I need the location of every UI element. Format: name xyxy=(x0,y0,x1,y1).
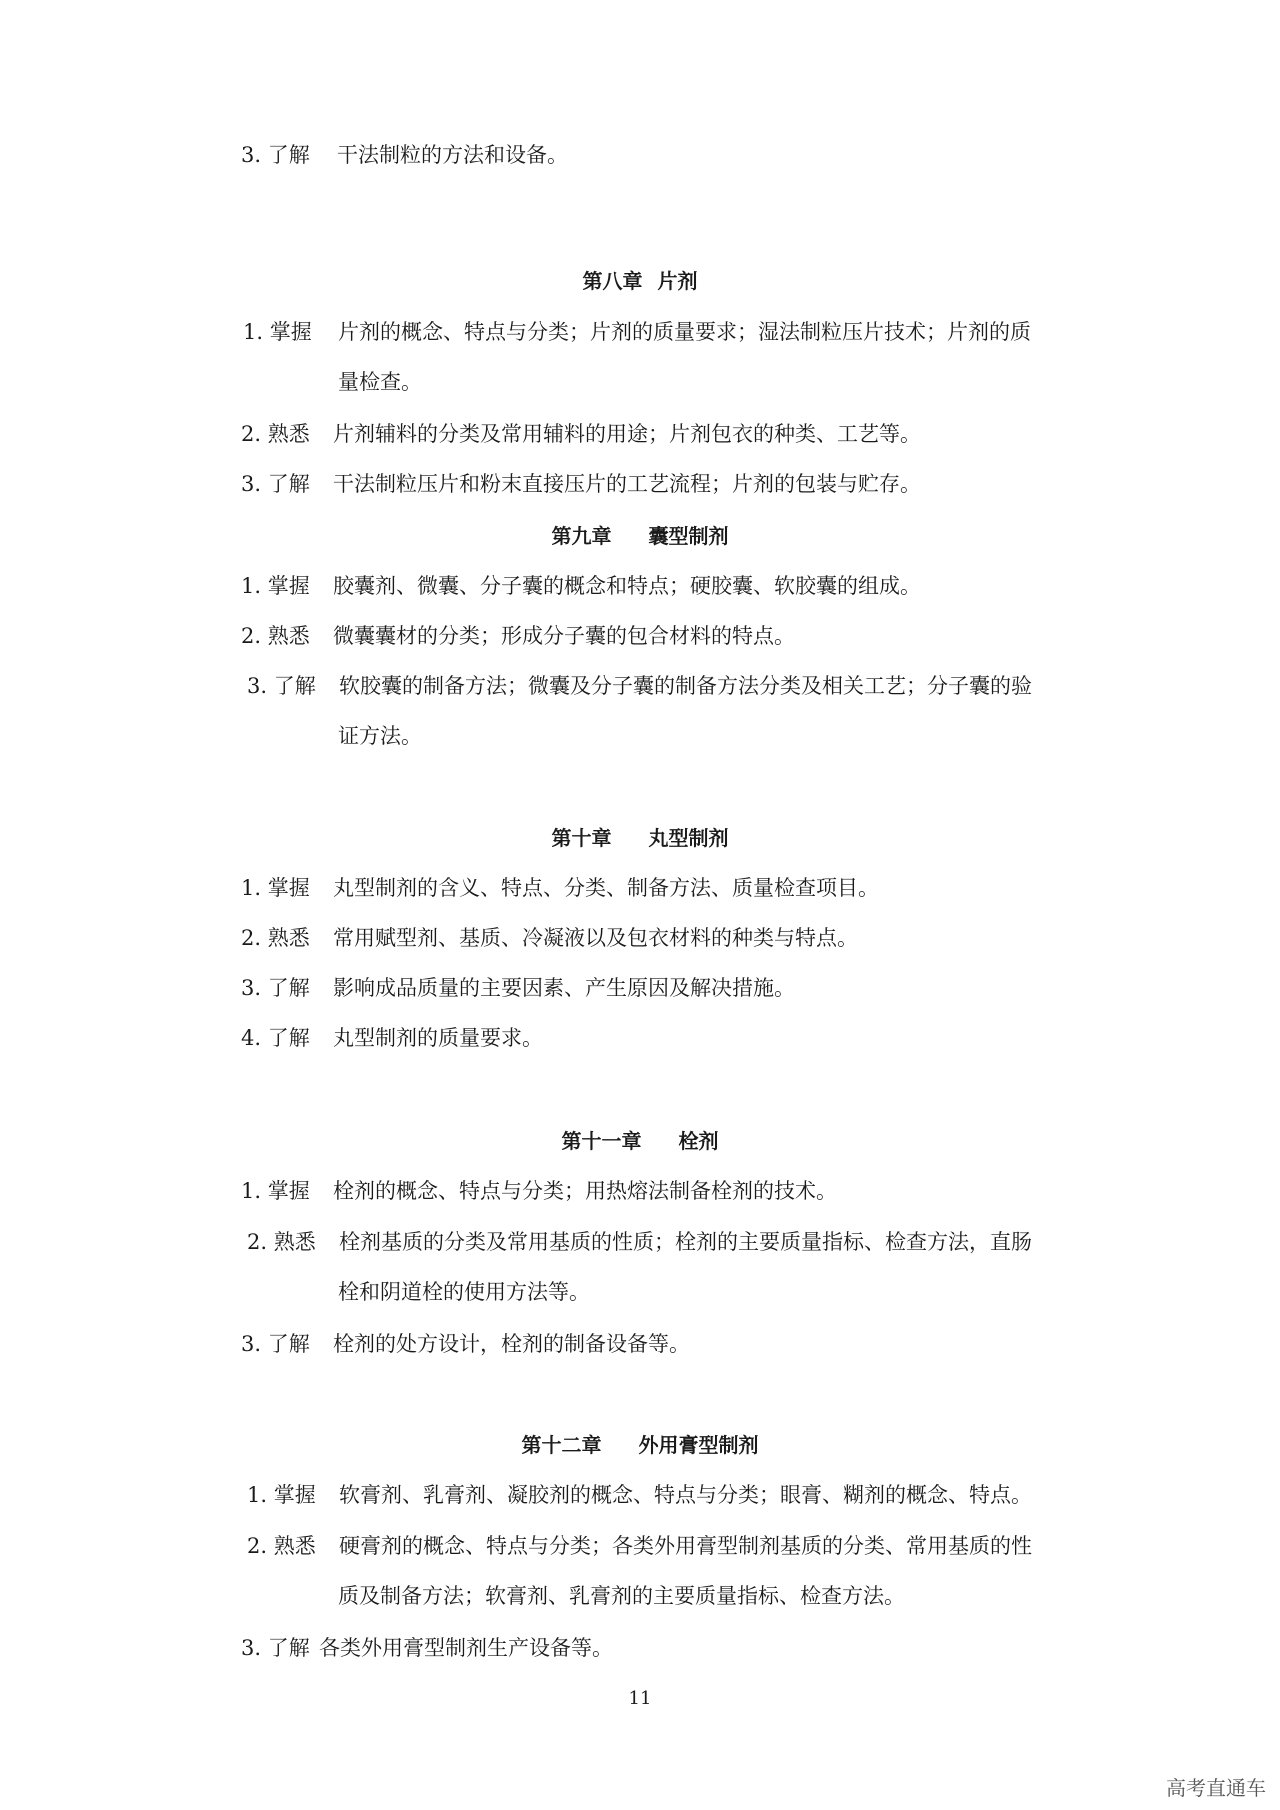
item-text: 软胶囊的制备方法；微囊及分子囊的制备方法分类及相关工艺；分子囊的验 xyxy=(339,674,1032,698)
chapter-title: 囊型制剂 xyxy=(648,524,729,548)
item-text: 微囊囊材的分类；形成分子囊的包合材料的特点。 xyxy=(333,624,795,648)
ch9-item-2 xyxy=(241,622,795,650)
item-text: 片剂的概念、特点与分类；片剂的质量要求；湿法制粒压片技术；片剂的质 xyxy=(338,320,1031,344)
item-text: 软膏剂、乳膏剂、凝胶剂的概念、特点与分类；眼膏、糊剂的概念、特点。 xyxy=(339,1483,1032,1507)
ch10-item-1 xyxy=(241,874,879,902)
item-text: 栓剂基质的分类及常用基质的性质；栓剂的主要质量指标、检查方法，直肠 xyxy=(339,1230,1032,1254)
item-label: 1. 掌握 xyxy=(247,1483,316,1507)
ch8-item-1-continuation: 量检查。 xyxy=(338,370,422,394)
item-label: 3. 了解 xyxy=(241,472,310,496)
intro-item xyxy=(241,141,568,169)
chapter-10-heading xyxy=(0,824,1280,852)
chapter-number: 第十章 xyxy=(551,826,612,850)
chapter-8-heading xyxy=(0,267,1280,295)
ch12-item-1 xyxy=(247,1481,1032,1509)
ch8-item-3 xyxy=(241,470,921,498)
item-text: 片剂辅料的分类及常用辅料的用途；片剂包衣的种类、工艺等。 xyxy=(333,422,921,446)
chapter-number: 第九章 xyxy=(551,524,612,548)
item-label: 2. 熟悉 xyxy=(247,1230,316,1254)
item-label: 3. 了解 xyxy=(247,674,316,698)
item-text: 栓剂的概念、特点与分类；用热熔法制备栓剂的技术。 xyxy=(333,1179,837,1203)
item-text: 丸型制剂的含义、特点、分类、制备方法、质量检查项目。 xyxy=(333,876,879,900)
item-text: 硬膏剂的概念、特点与分类；各类外用膏型制剂基质的分类、常用基质的性 xyxy=(339,1534,1032,1558)
ch11-item-1 xyxy=(241,1177,837,1205)
chapter-number: 第十二章 xyxy=(521,1433,602,1457)
ch10-item-2 xyxy=(241,924,858,952)
item-text: 胶囊剂、微囊、分子囊的概念和特点；硬胶囊、软胶囊的组成。 xyxy=(333,574,921,598)
ch8-item-2 xyxy=(241,420,921,448)
page-number: 11 xyxy=(628,1688,652,1709)
ch11-item-3 xyxy=(241,1330,690,1358)
chapter-9-heading xyxy=(0,522,1280,550)
ch11-item-2-continuation: 栓和阴道栓的使用方法等。 xyxy=(338,1280,590,1304)
item-label: 1. 掌握 xyxy=(241,574,310,598)
chapter-11-heading xyxy=(0,1127,1280,1155)
item-label: 1. 掌握 xyxy=(243,320,312,344)
item-text: 常用赋型剂、基质、冷凝液以及包衣材料的种类与特点。 xyxy=(333,926,858,950)
item-label: 1. 掌握 xyxy=(241,876,310,900)
item-text: 各类外用膏型制剂生产设备等。 xyxy=(319,1636,613,1660)
ch11-item-2 xyxy=(247,1228,1032,1256)
chapter-number: 第八章 xyxy=(582,269,643,293)
item-label: 2. 熟悉 xyxy=(241,926,310,950)
item-text: 干法制粒的方法和设备。 xyxy=(337,143,568,167)
chapter-12-heading xyxy=(0,1431,1280,1459)
item-label: 3. 了解 xyxy=(241,1636,310,1660)
chapter-number: 第十一章 xyxy=(561,1129,642,1153)
chapter-title: 丸型制剂 xyxy=(648,826,729,850)
item-text: 栓剂的处方设计，栓剂的制备设备等。 xyxy=(333,1332,690,1356)
item-label: 3. 了解 xyxy=(241,976,310,1000)
ch9-item-3-continuation: 证方法。 xyxy=(338,724,422,748)
ch8-item-1 xyxy=(243,318,1031,346)
ch9-item-3 xyxy=(247,672,1032,700)
ch9-item-1 xyxy=(241,572,921,600)
ch12-item-2-continuation: 质及制备方法；软膏剂、乳膏剂的主要质量指标、检查方法。 xyxy=(338,1584,905,1608)
chapter-title: 片剂 xyxy=(657,269,698,293)
chapter-title: 栓剂 xyxy=(678,1129,719,1153)
item-text: 丸型制剂的质量要求。 xyxy=(333,1026,543,1050)
item-text: 干法制粒压片和粉末直接压片的工艺流程；片剂的包装与贮存。 xyxy=(333,472,921,496)
watermark-text: 高考直通车 xyxy=(1166,1776,1266,1800)
ch10-item-3 xyxy=(241,974,795,1002)
item-label: 2. 熟悉 xyxy=(247,1534,316,1558)
item-label: 2. 熟悉 xyxy=(241,624,310,648)
ch12-item-3 xyxy=(241,1634,613,1662)
item-text: 影响成品质量的主要因素、产生原因及解决措施。 xyxy=(333,976,795,1000)
item-label: 3. 了解 xyxy=(241,143,310,167)
item-label: 4. 了解 xyxy=(241,1026,310,1050)
chapter-title: 外用膏型制剂 xyxy=(638,1433,759,1457)
ch10-item-4 xyxy=(241,1024,543,1052)
ch12-item-2 xyxy=(247,1532,1032,1560)
item-label: 2. 熟悉 xyxy=(241,422,310,446)
item-label: 3. 了解 xyxy=(241,1332,310,1356)
item-label: 1. 掌握 xyxy=(241,1179,310,1203)
